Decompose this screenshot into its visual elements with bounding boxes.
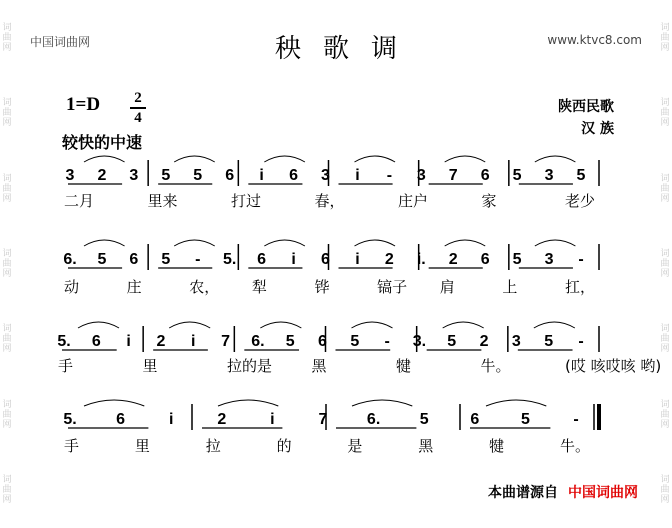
- watermark-char: 曲: [2, 409, 12, 420]
- lyric: 庄户: [398, 192, 429, 210]
- note: 5: [544, 333, 554, 350]
- note: 5: [520, 411, 530, 428]
- note: -: [195, 251, 201, 268]
- lyric: 手: [64, 437, 80, 455]
- site-name-left: 中国词曲网: [30, 35, 91, 49]
- watermark-char: 词: [2, 173, 12, 184]
- note: 6: [480, 167, 490, 184]
- lyric: 扛，: [565, 278, 596, 296]
- lyric: 黑: [418, 437, 434, 455]
- slur: [174, 156, 215, 162]
- note: 5.: [223, 251, 237, 268]
- watermark-char: 词: [660, 475, 670, 486]
- watermark-char: 词: [660, 173, 670, 184]
- watermark-char: 网: [660, 42, 670, 53]
- note: 7: [448, 167, 458, 184]
- note: 2: [479, 333, 489, 350]
- note: i: [355, 251, 360, 268]
- note: 3: [129, 167, 139, 184]
- watermark-char: 词: [660, 248, 670, 259]
- note: i: [126, 333, 131, 350]
- note: 5.: [63, 411, 77, 428]
- watermark-char: 词: [2, 248, 12, 259]
- watermark-char: 曲: [660, 183, 670, 194]
- note: 2: [97, 167, 107, 184]
- lyric: 犍: [396, 357, 412, 375]
- source-brand-link[interactable]: 中国词曲网: [568, 485, 638, 501]
- lyric: 犍: [489, 437, 505, 455]
- note: 7: [318, 411, 328, 428]
- note: 6: [129, 251, 139, 268]
- note: 6.: [63, 251, 77, 268]
- slur: [260, 322, 301, 328]
- note: 5: [97, 251, 107, 268]
- note: i: [259, 167, 264, 184]
- note: 3.: [412, 333, 427, 350]
- note: 6: [321, 251, 330, 268]
- slur: [174, 240, 215, 246]
- slur: [84, 400, 144, 406]
- slur: [355, 156, 396, 162]
- note: -: [578, 333, 584, 350]
- note: 6: [91, 333, 101, 350]
- watermark-char: 曲: [660, 334, 670, 345]
- slur: [535, 156, 576, 162]
- note: 5: [419, 411, 429, 428]
- lyric: 打过: [231, 192, 262, 210]
- note: 6: [225, 167, 235, 184]
- lyric: 的: [276, 437, 292, 455]
- slur: [352, 322, 393, 328]
- source-credit: [488, 482, 638, 502]
- lyric: 家: [481, 192, 497, 210]
- note: 5: [350, 333, 360, 350]
- note: 6.: [366, 411, 381, 428]
- note: 3: [544, 251, 554, 268]
- source-label: 本曲谱源自: [488, 485, 558, 501]
- note: 6: [470, 411, 480, 428]
- slur: [264, 240, 305, 246]
- watermark-char: 网: [660, 344, 670, 355]
- slur: [355, 240, 396, 246]
- watermark-char: 网: [660, 193, 670, 204]
- note: -: [573, 411, 579, 428]
- watermark-char: 曲: [660, 258, 670, 269]
- origin-ethnicity: 汉 族: [581, 121, 614, 137]
- meter-top: 2: [134, 90, 142, 106]
- lyric: 肩: [439, 278, 455, 296]
- note: 2: [448, 251, 458, 268]
- slur: [84, 156, 125, 162]
- slur: [218, 400, 278, 406]
- slur: [443, 322, 484, 328]
- slur: [169, 322, 210, 328]
- lyric: 牛。: [480, 357, 511, 375]
- slur: [445, 156, 486, 162]
- watermark-char: 网: [660, 495, 670, 506]
- note: 7: [221, 333, 231, 350]
- lyric: 是: [347, 437, 363, 455]
- watermark-char: 曲: [2, 183, 12, 194]
- note: 3: [511, 333, 521, 350]
- note: 2: [384, 251, 394, 268]
- site-url[interactable]: www.ktvc8.com: [547, 33, 642, 47]
- watermark-char: 网: [2, 495, 12, 506]
- note: 5: [285, 333, 295, 350]
- watermark-char: 曲: [660, 485, 670, 496]
- note: 2: [156, 333, 166, 350]
- meter-bottom: 4: [134, 110, 142, 126]
- lyric: 庄: [126, 278, 142, 296]
- lyric: (哎 咳哎咳 哟): [565, 357, 662, 375]
- lyric: 黑: [311, 357, 327, 375]
- note: i: [168, 411, 174, 428]
- watermark-char: 网: [2, 268, 12, 279]
- watermark-char: 曲: [660, 108, 670, 119]
- lyric: 手: [58, 357, 74, 375]
- note: 6: [480, 251, 490, 268]
- lyric: 动: [64, 278, 80, 296]
- watermark-char: 曲: [2, 108, 12, 119]
- lyric: 二月: [64, 192, 95, 210]
- watermark-char: 曲: [2, 485, 12, 496]
- lyric: 犁: [251, 278, 267, 296]
- watermark-char: 网: [2, 118, 12, 129]
- note: 6.: [251, 333, 265, 350]
- slur: [535, 240, 576, 246]
- watermark-char: 网: [660, 268, 670, 279]
- lyric: 铧: [314, 278, 330, 296]
- note: -: [578, 251, 584, 268]
- lyric: 里: [142, 357, 158, 375]
- note: 5: [512, 251, 522, 268]
- watermark-char: 词: [660, 399, 670, 410]
- tempo-marking: 较快的中速: [62, 133, 143, 152]
- slur: [352, 400, 412, 406]
- note: 3: [544, 167, 554, 184]
- note: -: [386, 167, 393, 184]
- slur: [84, 240, 125, 246]
- slur: [264, 156, 305, 162]
- note: 6: [257, 251, 267, 268]
- lyric: 拉: [205, 437, 221, 455]
- note: 3: [65, 167, 75, 184]
- note: i: [270, 411, 275, 428]
- watermark-char: 网: [2, 193, 12, 204]
- watermark-char: 曲: [660, 32, 670, 43]
- song-title: 秧歌调: [274, 34, 419, 64]
- slur: [78, 322, 119, 328]
- note: 5: [447, 333, 457, 350]
- origin-region: 陕西民歌: [558, 99, 614, 115]
- watermark-char: 网: [660, 118, 670, 129]
- note: 5.: [57, 333, 71, 350]
- watermark-char: 词: [2, 399, 12, 410]
- watermark-char: 词: [660, 22, 670, 33]
- note: -: [384, 333, 390, 350]
- lyric: 镐子: [377, 278, 408, 296]
- note: 5: [193, 167, 203, 184]
- watermark-char: 词: [2, 324, 12, 335]
- watermark-char: 曲: [2, 334, 12, 345]
- note: 5: [576, 167, 586, 184]
- lyric: 春，: [314, 192, 345, 210]
- note: 5: [161, 251, 171, 268]
- lyric: 里: [134, 437, 150, 455]
- watermark-char: 词: [660, 98, 670, 109]
- watermark-char: 曲: [660, 409, 670, 420]
- lyric: 上: [502, 278, 518, 296]
- slur: [445, 240, 486, 246]
- watermark-char: 曲: [2, 258, 12, 269]
- lyric: 老少: [565, 192, 596, 210]
- note: 6: [318, 333, 327, 350]
- lyric: 农，: [189, 278, 220, 296]
- watermark-char: 曲: [2, 32, 12, 43]
- note: 3: [416, 167, 426, 184]
- note: 5: [161, 167, 171, 184]
- note: i: [355, 167, 360, 184]
- note: 6: [289, 167, 299, 184]
- lyric: 牛。: [560, 437, 591, 455]
- note: i.: [416, 251, 426, 268]
- lyric: 里来: [147, 192, 178, 210]
- watermark-char: 网: [660, 419, 670, 430]
- watermark-char: 词: [2, 98, 12, 109]
- note: 2: [217, 411, 227, 428]
- note: 6: [116, 411, 126, 428]
- watermark-char: 网: [2, 419, 12, 430]
- watermark-char: 词: [2, 22, 12, 33]
- watermark-char: 词: [660, 324, 670, 335]
- note: i: [291, 251, 296, 268]
- watermark-char: 网: [2, 344, 12, 355]
- watermark-char: 网: [2, 42, 12, 53]
- slur: [534, 322, 575, 328]
- lyric: 拉的是: [227, 357, 273, 375]
- slur: [486, 400, 546, 406]
- note: 3: [321, 167, 330, 184]
- watermark-char: 词: [2, 475, 12, 486]
- note: 5: [512, 167, 522, 184]
- key-signature: 1=D: [66, 94, 101, 115]
- note: i: [191, 333, 196, 350]
